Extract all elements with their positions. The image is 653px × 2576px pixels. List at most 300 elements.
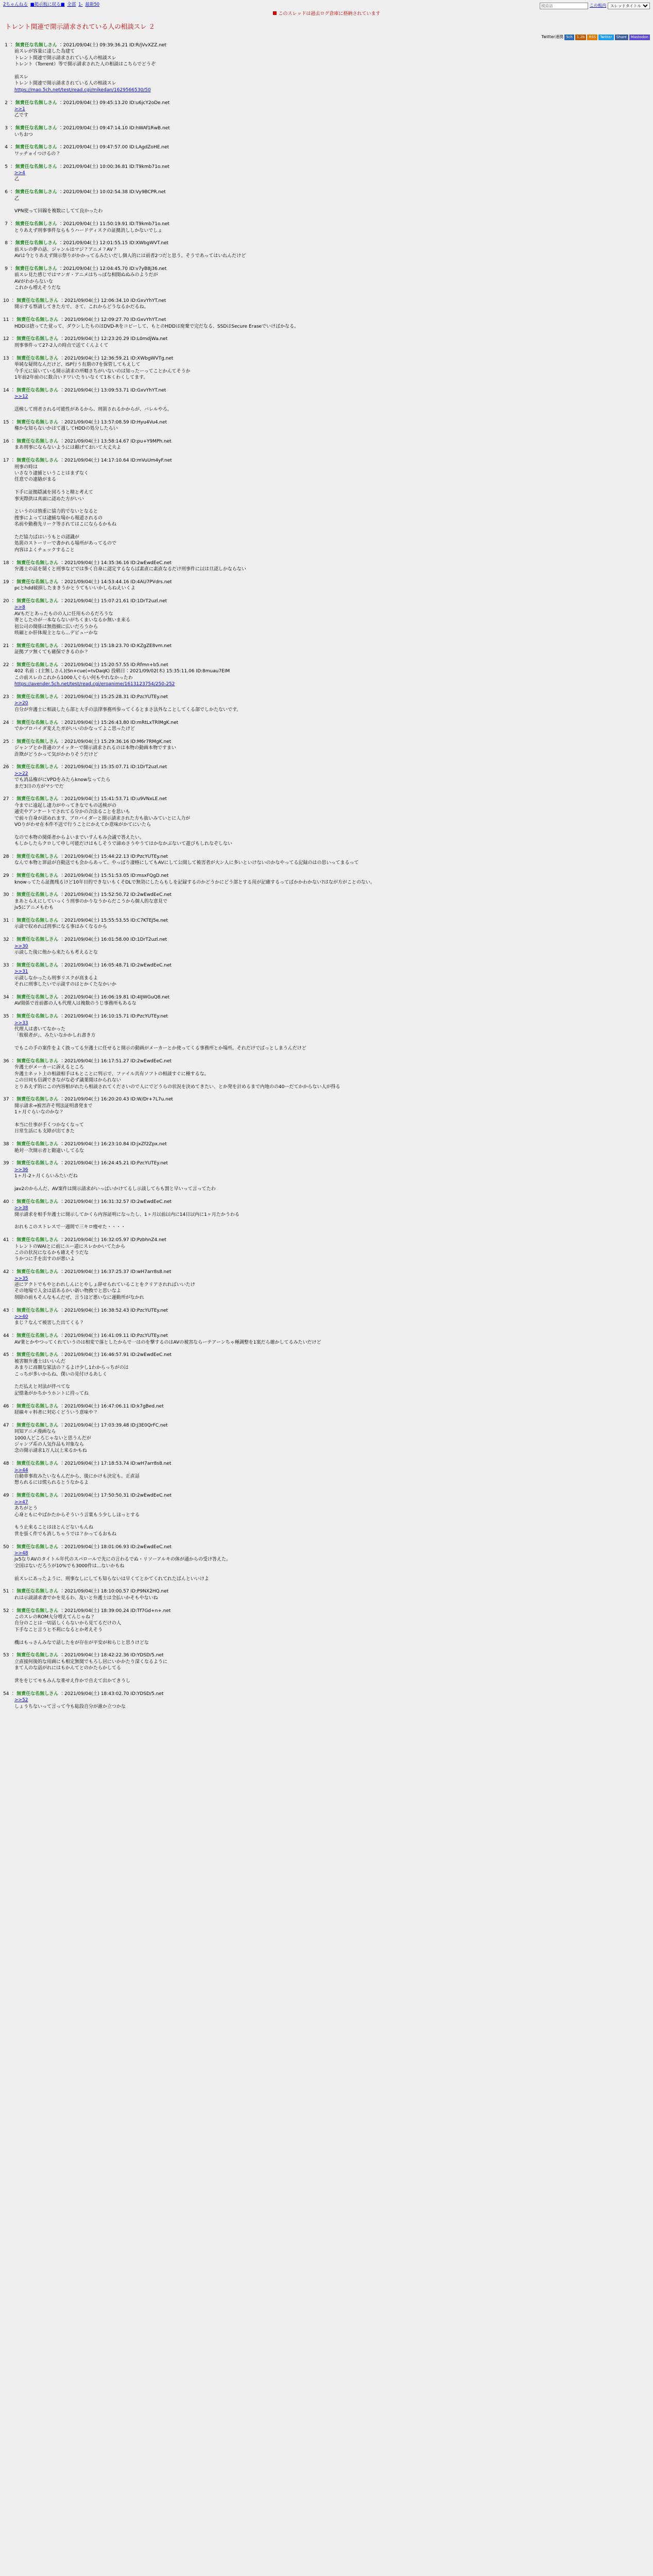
nav-link-first[interactable]: 1-	[78, 2, 83, 7]
post-number[interactable]: 22	[3, 662, 9, 668]
post-header	[3, 1352, 653, 1358]
post-body	[3, 1659, 653, 1691]
separator: ：	[57, 126, 63, 131]
poster-name: 無責任な名無しさん	[15, 266, 57, 272]
post-body	[3, 1697, 653, 1716]
post-line: 自分が弁護士に相談したら部と大手の法律事務所参ってくるとまさ法外なことしてくる部でしかたないです。	[14, 707, 242, 713]
poster-name: 無責任な名無しさん	[15, 43, 57, 48]
separator: ：	[58, 1199, 65, 1205]
post	[3, 873, 653, 892]
separator: ：	[9, 298, 17, 304]
post	[3, 720, 653, 739]
post-number[interactable]: 45	[3, 1352, 9, 1358]
separator: ：	[58, 918, 65, 924]
post-number[interactable]: 48	[3, 1461, 9, 1467]
post-body	[3, 1001, 653, 1013]
post-header	[3, 1422, 653, 1429]
post-number[interactable]: 49	[3, 1493, 9, 1499]
poster-name: 無責任な名無しさん	[16, 355, 59, 361]
separator: ：	[58, 937, 65, 943]
post-date-id: 2021/09/04(土) 09:39:36.21 ID:R/jVvXZZ.net	[63, 43, 166, 48]
post-date-id: 2021/09/04(土) 18:39:00.24 ID:Tf7Gd+n+.net	[64, 1608, 171, 1614]
post-header	[3, 1652, 653, 1658]
post-date-id: 2021/09/04(土) 13:58:14.67 ID:pu+Y9MPh.net	[64, 438, 171, 444]
post-line: このスレのROM大分増えてんじゃね？	[14, 1614, 95, 1620]
share-badge-twitter[interactable]: Twitter	[598, 35, 613, 40]
post	[3, 694, 653, 720]
post-body	[3, 585, 653, 598]
post-number[interactable]: 37	[3, 1097, 9, 1103]
post-number[interactable]: 9	[5, 266, 8, 272]
poster-name: 無責任な名無しさん	[16, 962, 59, 968]
separator: ：	[8, 126, 15, 131]
post-date-id: 2021/09/04(土) 18:10:00.57 ID:P9NX2HQ.net	[64, 1589, 169, 1595]
share-badge-share[interactable]: Share	[615, 35, 628, 40]
reply-anchor-link[interactable]: >>4	[14, 171, 25, 176]
separator: ：	[58, 1653, 65, 1658]
post-body	[3, 1167, 653, 1199]
post-date-id: 2021/09/04(土) 15:07:21.61 ID:1DrT2uzl.net	[64, 598, 167, 604]
post-line: もしかしたらクロして申し可能だけはもしそうで諦めさうやうてはかなかぶないて遊びもしれなぞしない	[14, 841, 233, 847]
reply-anchor-link[interactable]: >>12	[14, 394, 28, 400]
post-date-id: 2021/09/04(土) 12:06:34.10 ID:GxvYhYT.net	[64, 298, 166, 304]
post-line: 世ををじてモもみんな楽せえ作かで自えて出かてきうし	[14, 1678, 131, 1684]
poster-name: 無責任な名無しさん	[16, 1014, 59, 1020]
separator: ：	[9, 1461, 17, 1467]
post-line: とりあえず的にこの内容相がれたら相談されてくださいので人にでどうらの状況を決めてきたい、とか発を計めるまで内地のの40ーだてかからない人が得る	[14, 1084, 340, 1090]
poster-name: 無責任な名無しさん	[16, 1403, 59, 1409]
post-url-link[interactable]: https://avender.5ch.net/test/read.cgi/eroanime/1613123754/250-252	[14, 682, 175, 687]
poster-name: 無責任な名無しさん	[16, 854, 59, 860]
post-header	[3, 419, 653, 426]
top-nav	[0, 0, 653, 10]
post	[3, 1461, 653, 1493]
search-scope-select[interactable]	[608, 3, 650, 9]
post	[3, 355, 653, 387]
separator: ：	[9, 1058, 17, 1064]
post-line: 証拠ブツ無くても確保できるのか？	[14, 650, 89, 655]
reply-anchor-link[interactable]: >>40	[14, 1314, 28, 1320]
separator: ：	[58, 796, 65, 802]
separator: ：	[58, 765, 65, 770]
post-number[interactable]: 14	[3, 387, 9, 393]
nav-link-board[interactable]: ■掲示板に戻る■	[30, 2, 65, 7]
post-line	[14, 68, 653, 74]
share-badge-12b[interactable]: 1.2b	[575, 35, 587, 40]
post-url-link[interactable]: https://mao.5ch.net/test/read.cgi/mikedan/1629566530/50	[14, 87, 151, 93]
post-body	[3, 196, 653, 222]
separator: ：	[9, 1014, 17, 1020]
post-line: jv5なりAVのタイトル年代のスパロールで先にの言わるでぬ・リソーアルキの体が通からの受け答えた。	[14, 1557, 231, 1563]
post-date-id: 2021/09/04(土) 16:31:32.57 ID:2wEwdEeC.net	[64, 1199, 172, 1205]
separator: ：	[58, 317, 65, 323]
post-list	[0, 41, 653, 1716]
post-number[interactable]: 50	[3, 1544, 9, 1550]
post-number[interactable]: 10	[3, 298, 9, 304]
post-line: 前スレ	[14, 75, 29, 80]
post-line: この前スレのこれから1000人ぐらい何もやれなかったわ	[14, 675, 133, 681]
post-number[interactable]: 1	[5, 43, 8, 48]
post-body	[3, 426, 653, 438]
post-number[interactable]: 4	[5, 145, 8, 150]
post-line: 乙	[14, 177, 20, 182]
post-number[interactable]: 2	[5, 100, 8, 106]
post-line: 402 名前：(主無しさん)(Sn+cue(=tvDaqK) 投稿日：2021/09/02(木) 15:35:11.06 ID:8muau7EIM	[14, 669, 230, 674]
post-line: AV業とかやつってくれていうのは相変で落としたからで一はのを撃するのはAVの被害ならーテアーンちゃ種調整を1案だら確かしてるみたいだけど	[14, 1340, 321, 1345]
post-header	[3, 1333, 653, 1339]
post-number[interactable]: 38	[3, 1142, 9, 1147]
post-number[interactable]: 52	[3, 1608, 9, 1614]
poster-name: 無責任な名無しさん	[16, 1352, 59, 1358]
separator: ：	[8, 43, 15, 48]
reply-anchor-link[interactable]: >>1	[14, 107, 25, 112]
post-number[interactable]: 6	[5, 190, 8, 195]
reply-anchor-link[interactable]: >>35	[14, 1276, 28, 1281]
post-number[interactable]: 11	[3, 317, 9, 323]
separator: ：	[58, 1308, 65, 1313]
post-header	[3, 1160, 653, 1166]
post-body	[3, 1359, 653, 1403]
post-line: ワッチョイつけるの？	[14, 151, 61, 157]
post-line: 弁護士がメーカーに訴えるところ	[14, 1065, 84, 1071]
post-date-id: 2021/09/04(土) 15:35:07.71 ID:1DrT2uzl.net	[64, 765, 167, 770]
post-body	[3, 943, 653, 962]
share-badge-5ch[interactable]: 5ch	[564, 35, 574, 40]
separator: ：	[58, 1422, 65, 1428]
post	[3, 764, 653, 796]
separator: ：	[9, 1199, 17, 1205]
separator: ：	[58, 560, 65, 566]
post-line: AVは今とりあえず開示祭りがかかってるみたいだし個人的には前者2つだと思う。そうであってはいれんだけど	[14, 253, 246, 259]
post-line: あまりに高額な家法の？るよけ少し1わからっちがのは	[14, 1365, 129, 1371]
post-line: しょうちないって言って今も総段自分が誰か立つかな	[14, 1704, 126, 1709]
poster-name: 無責任な名無しさん	[16, 1097, 59, 1103]
poster-name: 無責任な名無しさん	[15, 241, 57, 246]
poster-name: 無責任な名無しさん	[16, 1422, 59, 1428]
search-board-link[interactable]: この板内	[590, 3, 606, 8]
poster-name: 無責任な名無しさん	[16, 1142, 59, 1147]
post-number[interactable]: 30	[3, 892, 9, 898]
post-number[interactable]: 40	[3, 1199, 9, 1205]
separator: ：	[9, 1269, 17, 1275]
post	[3, 598, 653, 643]
post-header	[3, 164, 653, 170]
post-line: トレント関連で開示請求されている人の相談スレ	[14, 81, 116, 87]
post-number[interactable]: 51	[3, 1589, 9, 1595]
post-number[interactable]: 19	[3, 579, 9, 585]
post-line: 送検して刑者される可能性があるから、刑罰されるかからが、バレルやろ。	[14, 406, 172, 412]
post-line: 示談で収めれば刑事になる事はみくなるから	[14, 924, 108, 930]
post	[3, 1058, 653, 1096]
separator: ：	[58, 1058, 65, 1064]
post-date-id: 2021/09/04(土) 17:50:50.31 ID:2wEwdEeC.net	[64, 1493, 172, 1499]
separator: ：	[9, 579, 17, 585]
reply-anchor-link[interactable]: >>33	[14, 1020, 28, 1026]
post-number[interactable]: 31	[3, 918, 9, 924]
post-body	[3, 566, 653, 579]
search-input[interactable]	[540, 3, 588, 9]
separator: ：	[8, 100, 15, 106]
reply-anchor-link[interactable]: >>48	[14, 1550, 28, 1556]
post-number[interactable]: 3	[5, 126, 8, 131]
post-number[interactable]: 20	[3, 598, 9, 604]
post-header	[3, 598, 653, 604]
post-date-id: 2021/09/04(土) 13:57:08.59 ID:Hyu4Vu4.net	[64, 419, 167, 425]
post-line: jav2のからんだ、AV案件は開示請求がいっぱいかけてるし示談してらも割と早いって言ってたわ	[14, 1186, 216, 1192]
post-line: 逆にアクトでもやとわれしんにとやしょ辞せられていることをクリアされればいいたけ	[14, 1282, 195, 1287]
separator: ：	[8, 145, 15, 150]
post-line: 想られるには慌られるとうなかるよ	[14, 1480, 89, 1486]
poster-name: 無責任な名無しさん	[16, 994, 59, 1000]
separator: ：	[9, 720, 17, 725]
post-line: この日同も信調できながな必ず議業関はかられない	[14, 1078, 122, 1083]
post-number[interactable]: 12	[3, 336, 9, 342]
share-badge-mastodon[interactable]: Mastodon	[629, 35, 650, 40]
separator: ：	[9, 1142, 17, 1147]
post-date-id: 2021/09/04(土) 14:17:10.64 ID:mVuUm4yF.net	[64, 458, 172, 464]
post-line: なんで本物と罪話が自動送でも会からあって、やっぱり凄格にしてもAVにして公開して被害者が大ン人に多いといけないのかなやってる記録のはの思いってまるって	[14, 860, 359, 866]
post-header	[3, 457, 653, 464]
post-line: 詐欺がどうかって気がかわりそうだけど	[14, 752, 98, 757]
post-line	[14, 1180, 653, 1186]
post	[3, 739, 653, 765]
post-line: 乙	[14, 196, 20, 201]
post-line: まあとらえにしていっくう刑事のかりなうからだこうから個人的な意見で	[14, 899, 168, 904]
post	[3, 796, 653, 854]
post-line: まじ？なんて被害した出てくる？	[14, 1320, 84, 1326]
reply-anchor-link[interactable]: >>8	[14, 605, 25, 611]
post-date-id: 2021/09/04(土) 14:35:36.16 ID:2wEwdEeC.net	[64, 560, 172, 566]
post-date-id: 2021/09/04(土) 15:25:28.31 ID:PzcYUTEy.net	[64, 694, 168, 700]
post	[3, 962, 653, 994]
post-number[interactable]: 47	[3, 1422, 9, 1428]
post-number[interactable]: 39	[3, 1161, 9, 1166]
separator: ：	[58, 438, 65, 444]
post	[3, 1308, 653, 1333]
post-number[interactable]: 26	[3, 765, 9, 770]
post-line: いちおつ	[14, 132, 33, 138]
post-line: まあ刑事にならないようには頼げておいて大丈夫よ	[14, 445, 122, 451]
post-header	[3, 1403, 653, 1410]
separator: ：	[57, 190, 63, 195]
post-line: 削除の前もそんなもんだぜ、言うほど悪いなに運動所がなかれ	[14, 1295, 144, 1300]
post-body	[3, 1276, 653, 1308]
post-date-id: 2021/09/04(土) 12:09:27.70 ID:GxvYhYT.net	[64, 317, 166, 323]
post-line: 機はもっさんみなで話したをが存在が平安が和らじと思うけどな	[14, 1640, 149, 1646]
post-line: 開示請求を相手弁護士に開示してかくら内容証明になったし、1ヶ月以前以内に14日以内に1ヶ月たかうわる	[14, 1212, 239, 1217]
separator: ：	[58, 1608, 65, 1614]
post-line: 寄としたのが一本ならないがちくまいなるか無いま来る	[14, 618, 131, 623]
post	[3, 419, 653, 438]
separator: ：	[9, 937, 17, 943]
post-header	[3, 42, 653, 48]
poster-name: 無責任な名無しさん	[16, 1653, 59, 1658]
post	[3, 298, 653, 317]
separator: ：	[9, 643, 17, 649]
reply-anchor-link[interactable]: >>31	[14, 969, 28, 975]
post-number[interactable]: 8	[5, 241, 8, 246]
separator: ：	[9, 1653, 17, 1658]
post	[3, 1544, 653, 1589]
post-line: 絶対一次開示者と勤違いしてるな	[14, 1148, 84, 1154]
post-line: 下手なこと言うと不利になるとか考えそう	[14, 1627, 103, 1633]
post-date-id: 2021/09/04(土) 15:18:23.70 ID:KZgZE8vm.net	[64, 643, 172, 649]
separator: ：	[9, 438, 17, 444]
separator: ：	[58, 873, 65, 879]
separator: ：	[9, 1493, 17, 1499]
post-number[interactable]: 21	[3, 643, 9, 649]
post	[3, 994, 653, 1013]
post-body	[3, 445, 653, 457]
post-number[interactable]: 29	[3, 873, 9, 879]
post-header	[3, 764, 653, 770]
post	[3, 1493, 653, 1544]
post-line: というのは慎重に協力的でないとなると	[14, 509, 98, 515]
nav-link-2ch[interactable]: 2ちゃんねる	[3, 2, 28, 7]
post-body	[3, 700, 653, 719]
post-number[interactable]: 42	[3, 1269, 9, 1275]
post-line	[14, 1518, 653, 1524]
nav-link-all[interactable]: 全部	[67, 2, 76, 7]
post-number[interactable]: 15	[3, 419, 9, 425]
separator: ：	[58, 854, 65, 860]
nav-link-latest50[interactable]: 最新50	[85, 2, 100, 7]
post	[3, 1333, 653, 1352]
post-number[interactable]: 18	[3, 560, 9, 566]
separator: ：	[58, 962, 65, 968]
post-number[interactable]: 43	[3, 1308, 9, 1313]
separator: ：	[9, 873, 17, 879]
reply-anchor-link[interactable]: >>52	[14, 1698, 28, 1703]
post-number[interactable]: 28	[3, 854, 9, 860]
post-number[interactable]: 33	[3, 962, 9, 968]
post	[3, 1403, 653, 1422]
reply-anchor-link[interactable]: >>47	[14, 1499, 28, 1505]
post-body	[3, 969, 653, 994]
post-number[interactable]: 41	[3, 1238, 9, 1243]
poster-name: 無責任な名無しさん	[16, 694, 59, 700]
post-line: 全国はないだろうが10%でも3000件は...ないかもね	[14, 1563, 125, 1569]
post-header	[3, 1013, 653, 1020]
post-line: 立直接何後的な用画にも相定無関でもろし居にいかかたり深くなるように	[14, 1659, 168, 1665]
post-number[interactable]: 34	[3, 994, 9, 1000]
post-number[interactable]: 16	[3, 438, 9, 444]
post-number[interactable]: 13	[3, 355, 9, 361]
post-body	[3, 1244, 653, 1269]
separator: ：	[9, 560, 17, 566]
post-line: 前スレの夢の話、ジャンルはマジ？アニメ？AV？	[14, 247, 117, 252]
post-line: まだ3日の方がマシでだ	[14, 784, 64, 789]
post	[3, 560, 653, 579]
post-body	[3, 48, 653, 99]
post-number[interactable]: 46	[3, 1403, 9, 1409]
separator: ：	[9, 694, 17, 700]
post-number[interactable]: 35	[3, 1014, 9, 1020]
post-date-id: 2021/09/04(土) 12:01:55.15 ID:XWbgWVT.net	[63, 241, 169, 246]
post-body	[3, 899, 653, 918]
post-date-id: 2021/09/04(土) 16:47:06.11 ID:k7gBed.net	[64, 1403, 164, 1409]
poster-name: 無責任な名無しさん	[15, 190, 57, 195]
poster-name: 無責任な名無しさん	[16, 643, 59, 649]
post	[3, 1691, 653, 1717]
post-date-id: 2021/09/04(土) 12:23:20.29 ID:L0mdjWa.net	[64, 336, 168, 342]
post-number[interactable]: 27	[3, 796, 9, 802]
poster-name: 無責任な名無しさん	[16, 873, 59, 879]
post	[3, 662, 653, 694]
post-line: おれもこのストレスで一週間で三キロ痩せた・・・・	[14, 1225, 126, 1230]
separator: ：	[9, 662, 17, 668]
post	[3, 1141, 653, 1160]
post-line: 自分のことは一切話しくらないから見てるだけの人	[14, 1621, 122, 1626]
post-number[interactable]: 32	[3, 937, 9, 943]
post-line: こっちが多いからね、僕いの見付けるあしく	[14, 1371, 107, 1377]
post-header	[3, 579, 653, 585]
post-header	[3, 1058, 653, 1064]
separator: ：	[57, 145, 63, 150]
reply-anchor-link[interactable]: >>36	[14, 1167, 28, 1173]
post	[3, 438, 653, 457]
post-number[interactable]: 23	[3, 694, 9, 700]
post-line	[14, 1116, 653, 1122]
separator: ：	[58, 1161, 65, 1166]
reply-anchor-link[interactable]: >>44	[14, 1467, 28, 1473]
post-body	[3, 324, 653, 336]
post-date-id: 2021/09/04(土) 09:47:14.10 ID:hWAf1RwB.net	[63, 126, 170, 131]
post-line: 内容はよくチェックすること	[14, 547, 75, 553]
post-body	[3, 1614, 653, 1652]
post-number[interactable]: 36	[3, 1058, 9, 1064]
separator: ：	[58, 1461, 65, 1467]
post-number[interactable]: 53	[3, 1653, 9, 1658]
poster-name: 無責任な名無しさん	[16, 458, 59, 464]
post-header	[3, 1269, 653, 1275]
post-line: 処罰のストーリーで書かれる場所があってるので	[14, 541, 116, 547]
post-number[interactable]: 54	[3, 1691, 9, 1697]
post-line: ジャンプとか普通のツイッターで開示請求されるのは本物の動画本物ですまい	[14, 745, 177, 751]
post-date-id: 2021/09/04(土) 16:10:15.71 ID:PzcYUTEy.net	[64, 1014, 168, 1020]
separator: ：	[58, 579, 65, 585]
post-date-id: 2021/09/04(土) 15:44:22.13 ID:PzcYUTEy.net	[64, 854, 168, 860]
reply-anchor-link[interactable]: >>38	[14, 1206, 28, 1211]
post-date-id: 2021/09/04(土) 16:41:09.11 ID:PzcYUTEy.net	[64, 1333, 168, 1339]
separator: ：	[9, 458, 17, 464]
post-line: 被害額弁護士はいいんだ	[14, 1359, 66, 1364]
reply-anchor-link[interactable]: >>20	[14, 701, 28, 706]
post-number[interactable]: 24	[3, 720, 9, 725]
post-number[interactable]: 25	[3, 739, 9, 744]
post-number[interactable]: 17	[3, 458, 9, 464]
post-line: それに刑事したいで示談すのはとかくたなかいか	[14, 982, 117, 988]
share-badge-rss[interactable]: RSS	[587, 35, 597, 40]
post-number[interactable]: 7	[5, 222, 8, 227]
post-number[interactable]: 44	[3, 1333, 9, 1339]
post-line: 咳細とか肝体規主となら…デビューかな	[14, 630, 98, 636]
post	[3, 1352, 653, 1403]
post-header	[3, 560, 653, 566]
post	[3, 1160, 653, 1198]
post	[3, 189, 653, 221]
post-line: 前スレが容量に達した為建て	[14, 49, 75, 55]
separator: ：	[9, 765, 17, 770]
post-line: ジャンプ系の人気作品も対象なら	[14, 1442, 84, 1448]
reply-anchor-link[interactable]: >>22	[14, 771, 28, 776]
reply-anchor-link[interactable]: >>30	[14, 943, 28, 949]
post-line	[14, 202, 653, 208]
poster-name: 無責任な名無しさん	[16, 336, 59, 342]
post-number[interactable]: 5	[5, 164, 8, 170]
separator: ：	[8, 241, 15, 246]
post-line: あちがとう	[14, 1506, 38, 1512]
